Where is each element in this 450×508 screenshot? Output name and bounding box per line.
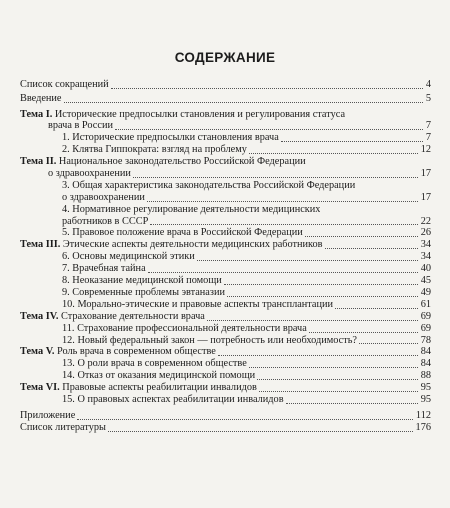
toc-page-number: 12: [420, 144, 431, 156]
toc-page-number: 112: [415, 409, 431, 421]
toc-leader-dots: [197, 259, 418, 261]
toc-page-number: 78: [420, 334, 431, 346]
toc-entry: [20, 346, 431, 358]
toc-entry-label: 4. Нормативное регулирование деятельности медицинских: [62, 203, 321, 215]
toc-leader-dots: [257, 378, 418, 380]
toc-entry-label: Список литературы: [20, 421, 106, 433]
toc-entry-text: [48, 120, 113, 132]
toc-entry-text: [62, 144, 247, 156]
toc-page-number: 4: [425, 79, 431, 90]
toc-entry: [20, 120, 431, 132]
toc-entry: [20, 299, 431, 311]
toc-topic-number: Тема IV.: [20, 310, 59, 322]
toc-entry: [20, 168, 431, 180]
toc-entry-label: 10. Морально-этические и правовые аспекты трансплантации: [62, 298, 334, 310]
toc-entry-text: [62, 394, 284, 406]
toc-entry-label: 5. Правовое положение врача в Российской Федерации: [62, 227, 303, 239]
toc-page-number: 40: [420, 263, 431, 275]
toc-topic-number: Тема I.: [20, 108, 53, 120]
toc-entry-label: Роль врача в современном обществе: [54, 346, 216, 358]
toc-page-number: 34: [420, 251, 431, 263]
toc-entry: [20, 180, 431, 192]
toc-entry-label: врача в России: [48, 120, 113, 132]
toc-page-number: 26: [420, 227, 431, 239]
toc-page-number: 34: [420, 239, 431, 251]
toc-leader-dots: [218, 354, 418, 356]
toc-entry-text: [62, 275, 222, 287]
toc-page-number: 61: [420, 298, 431, 310]
toc-leader-dots: [335, 307, 418, 309]
toc-entry: [20, 156, 431, 168]
toc-entry-label: 12. Новый федеральный закон — потребность или необходимость?: [62, 334, 357, 346]
toc-entry-text: [62, 132, 279, 144]
toc-entry-label: Приложение: [20, 409, 76, 421]
toc-entry: [20, 144, 431, 156]
toc-entry-label: 15. О правовых аспектах реабилитации инвалидов: [62, 393, 284, 405]
toc-entry: [20, 287, 431, 299]
toc-leader-dots: [249, 366, 418, 368]
toc-leader-dots: [147, 200, 418, 202]
toc-entry-text: [62, 299, 333, 311]
toc-entry-text: [20, 410, 75, 422]
toc-page-number: 7: [425, 132, 431, 144]
toc-entry-text: [62, 192, 145, 204]
toc-entry-label: о здравоохранении: [48, 168, 131, 180]
toc-leader-dots: [359, 342, 418, 344]
toc-entry: [20, 263, 431, 275]
toc-page-number: 84: [420, 358, 431, 370]
toc-entry-text: [62, 335, 357, 347]
toc-entry-text: [62, 370, 255, 382]
toc-entry-text: [62, 263, 146, 275]
toc-entry-label: о здравоохранении: [62, 191, 145, 203]
toc-entry-text: [62, 216, 148, 228]
toc-entry-text: [62, 251, 195, 263]
toc-entry-label: 11. Страхование профессиональной деятельности врача: [62, 322, 307, 334]
toc-leader-dots: [286, 402, 418, 404]
toc-entry-text: [20, 311, 205, 323]
toc-page-number: 69: [420, 310, 431, 322]
toc-entry-label: 9. Современные проблемы эвтаназии: [62, 286, 225, 298]
toc-entry-text: [20, 79, 109, 91]
toc-entry: [20, 239, 431, 251]
toc-entry-label: 1. Исторические предпосылки становления врача: [62, 132, 279, 144]
toc-entry-label: 8. Неоказание медицинской помощи: [62, 275, 222, 287]
toc-entry-label: 6. Основы медицинской этики: [62, 251, 195, 263]
toc-entry-label: Исторические предпосылки становления и регулирования статуса: [52, 108, 346, 120]
toc-topic-number: Тема VI.: [20, 382, 60, 394]
toc-entry-text: [20, 156, 306, 168]
toc-entry: [20, 410, 431, 422]
toc-page-number: 5: [425, 92, 431, 104]
toc-page-number: 84: [420, 346, 431, 358]
toc-entry: [20, 323, 431, 335]
toc-page-number: 95: [420, 393, 431, 405]
toc-entry-label: Введение: [20, 92, 62, 104]
toc-entry-label: 2. Клятва Гиппократа: взгляд на проблему: [62, 144, 247, 156]
toc-entry-text: [62, 180, 355, 192]
toc-leader-dots: [108, 430, 413, 432]
toc-entry: [20, 192, 431, 204]
toc-entry: [20, 311, 431, 323]
toc-entry-label: Правовые аспекты реабилитации инвалидов: [59, 382, 257, 394]
toc-leader-dots: [259, 390, 418, 392]
toc-entry-label: работников в СССР: [62, 215, 149, 227]
toc-page-number: 7: [425, 120, 431, 132]
toc-leader-dots: [305, 235, 418, 237]
toc-leader-dots: [150, 223, 418, 225]
toc-entry-text: [20, 109, 345, 121]
table-of-contents: [20, 79, 431, 434]
toc-leader-dots: [77, 418, 413, 420]
toc-entry-text: [20, 93, 62, 105]
toc-topic-number: Тема II.: [20, 156, 57, 168]
toc-page-number: 45: [420, 275, 431, 287]
toc-entry-text: [62, 227, 303, 239]
toc-entry-label: 13. О роли врача в современном обществе: [62, 358, 247, 370]
toc-page-number: 95: [420, 382, 431, 394]
toc-page-number: 17: [420, 168, 431, 180]
toc-leader-dots: [325, 247, 418, 249]
toc-entry-text: [62, 204, 320, 216]
toc-entry: [20, 358, 431, 370]
toc-entry-label: Страхование деятельности врача: [58, 310, 205, 322]
toc-entry: [20, 79, 431, 91]
toc-entry-text: [20, 422, 106, 434]
toc-leader-dots: [227, 295, 418, 297]
toc-leader-dots: [309, 331, 418, 333]
toc-entry: [20, 132, 431, 144]
toc-leader-dots: [64, 101, 423, 103]
toc-page-number: 17: [420, 191, 431, 203]
toc-entry-label: Национальное законодательство Российской Федерации: [56, 156, 306, 168]
toc-entry-text: [20, 239, 323, 251]
toc-page-number: 49: [420, 286, 431, 298]
toc-entry-label: 14. Отказ от оказания медицинской помощи: [62, 370, 256, 382]
toc-leader-dots: [115, 128, 423, 130]
toc-entry-text: [20, 382, 257, 394]
toc-entry-label: 3. Общая характеристика законодательства Российской Федерации: [62, 179, 356, 191]
toc-entry-text: [62, 358, 247, 370]
toc-entry: [20, 394, 431, 406]
toc-entry: [20, 216, 431, 228]
toc-entry-text: [62, 287, 225, 299]
toc-entry: [20, 109, 431, 121]
toc-title: СОДЕРЖАНИЕ: [174, 50, 276, 65]
toc-leader-dots: [249, 152, 418, 154]
toc-entry: [20, 370, 431, 382]
toc-entry-label: Список сокращений: [20, 79, 109, 90]
toc-entry-text: [62, 323, 307, 335]
toc-entry-label: 7. Врачебная тайна: [62, 263, 146, 275]
toc-entry-label: Этические аспекты деятельности медицинских работников: [60, 239, 323, 251]
toc-entry: [20, 251, 431, 263]
toc-entry: [20, 204, 431, 216]
toc-entry: [20, 93, 431, 105]
toc-leader-dots: [148, 271, 418, 273]
toc-leader-dots: [224, 283, 418, 285]
toc-entry: [20, 227, 431, 239]
toc-entry-text: [48, 168, 131, 180]
toc-entry: [20, 335, 431, 347]
toc-topic-number: Тема V.: [20, 346, 55, 358]
toc-leader-dots: [281, 140, 423, 142]
toc-entry-text: [20, 346, 216, 358]
toc-entry: [20, 275, 431, 287]
toc-leader-dots: [111, 87, 423, 89]
toc-page-number: 88: [420, 370, 431, 382]
toc-page-number: 22: [420, 215, 431, 227]
toc-page-number: 69: [420, 322, 431, 334]
toc-entry: [20, 422, 431, 434]
toc-leader-dots: [133, 176, 418, 178]
toc-leader-dots: [207, 319, 418, 321]
toc-topic-number: Тема III.: [20, 239, 61, 251]
toc-entry: [20, 382, 431, 394]
toc-page-number: 176: [415, 421, 431, 433]
